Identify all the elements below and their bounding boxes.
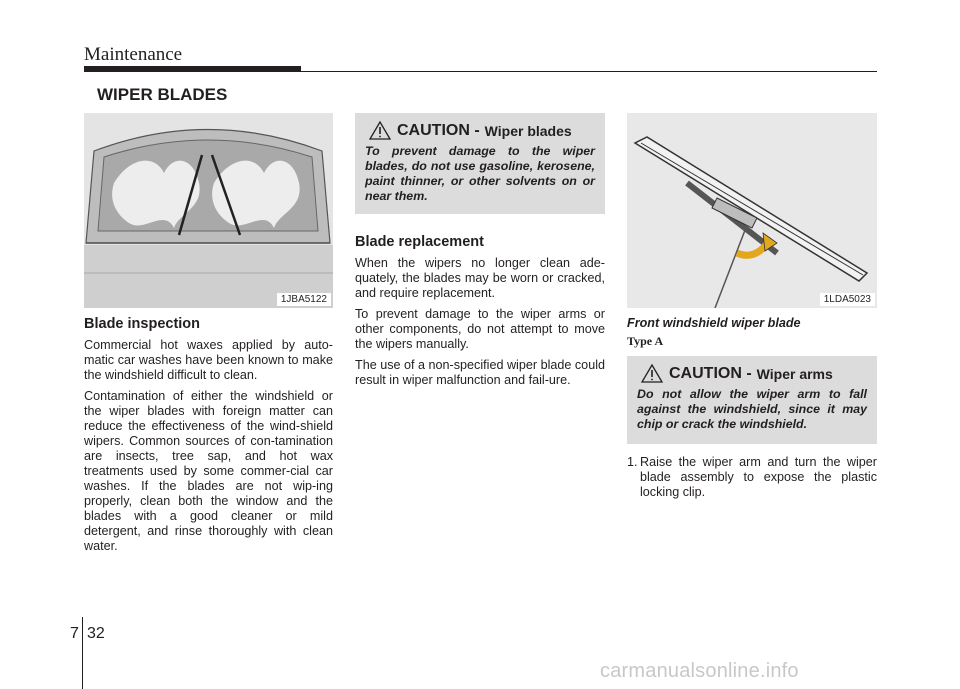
type-label: Type A xyxy=(627,334,664,348)
step-number: 1. xyxy=(627,455,638,469)
watermark: carmanualsonline.info xyxy=(600,660,799,682)
caution-topic: Wiper blades xyxy=(484,122,572,139)
step-1 xyxy=(627,455,877,500)
blade-inspection-section xyxy=(84,316,333,560)
blade-replacement-para-2: To prevent damage to the wiper arms or other components, do not attempt to move the wipers manually. xyxy=(355,307,605,351)
blade-replacement-para-1: When the wipers no longer clean ade-quately, the blades may be worn or cracked, and require replacement. xyxy=(355,256,605,300)
blade-inspection-heading: Blade inspection xyxy=(84,316,201,332)
header-rule-thin xyxy=(301,71,877,72)
blade-replacement-para-3: The use of a non-specified wiper blade could result in wiper malfunction and fail-ure. xyxy=(355,358,605,387)
caution-topic: Wiper arms xyxy=(756,365,833,382)
blade-replacement-section xyxy=(355,234,605,394)
warning-triangle-icon xyxy=(369,121,391,140)
figure-caption: Front windshield wiper blade xyxy=(627,316,801,330)
blade-inspection-para-1: Commercial hot waxes applied by auto-matic car washes have been known to make the windshield difficult to clean. xyxy=(84,338,333,382)
footer-divider xyxy=(82,617,83,689)
page-number: 32 xyxy=(87,625,105,642)
blade-inspection-para-2: Contamination of either the windshield or the wiper blades with foreign matter can reduce the effectiveness of the wind-shield wipers. Common sources of con-tamination are insects, tree sap, and hot wax treatments used by some commer-cial car washes. If the blades are not wip-ing properly, clean both the window and the blades with a good cleaner or mild detergent, and rinse thoroughly with clean water. xyxy=(84,389,333,553)
windshield-drawing xyxy=(84,113,333,308)
figure-code: 1LDA5023 xyxy=(820,293,875,306)
caution-word: CAUTION - xyxy=(669,364,752,382)
wiper-blade-illustration xyxy=(627,113,877,308)
blade-replacement-heading: Blade replacement xyxy=(355,234,484,250)
warning-triangle-icon xyxy=(641,364,663,383)
step-text: Raise the wiper arm and turn the wiper blade assembly to expose the plastic locking clip. xyxy=(640,455,877,499)
section-title: WIPER BLADES xyxy=(97,85,228,104)
caution-box-wiper-blades xyxy=(355,113,605,214)
windshield-illustration xyxy=(84,113,333,308)
chapter-number: 7 xyxy=(70,625,79,642)
wiper-blade-drawing xyxy=(627,113,877,308)
caution-word: CAUTION - xyxy=(397,121,480,139)
caution-text: To prevent damage to the wiper blades, do not use gasoline, kerosene, paint thinner, or other solvents on or near them. xyxy=(365,144,595,203)
caution-text: Do not allow the wiper arm to fall against the windshield, since it may chip or crack the windshield. xyxy=(637,387,867,431)
caution-box-wiper-arms xyxy=(627,356,877,444)
header-rule-thick xyxy=(84,66,301,72)
page-header-title: Maintenance xyxy=(84,44,183,65)
figure-code: 1JBA5122 xyxy=(277,293,331,306)
